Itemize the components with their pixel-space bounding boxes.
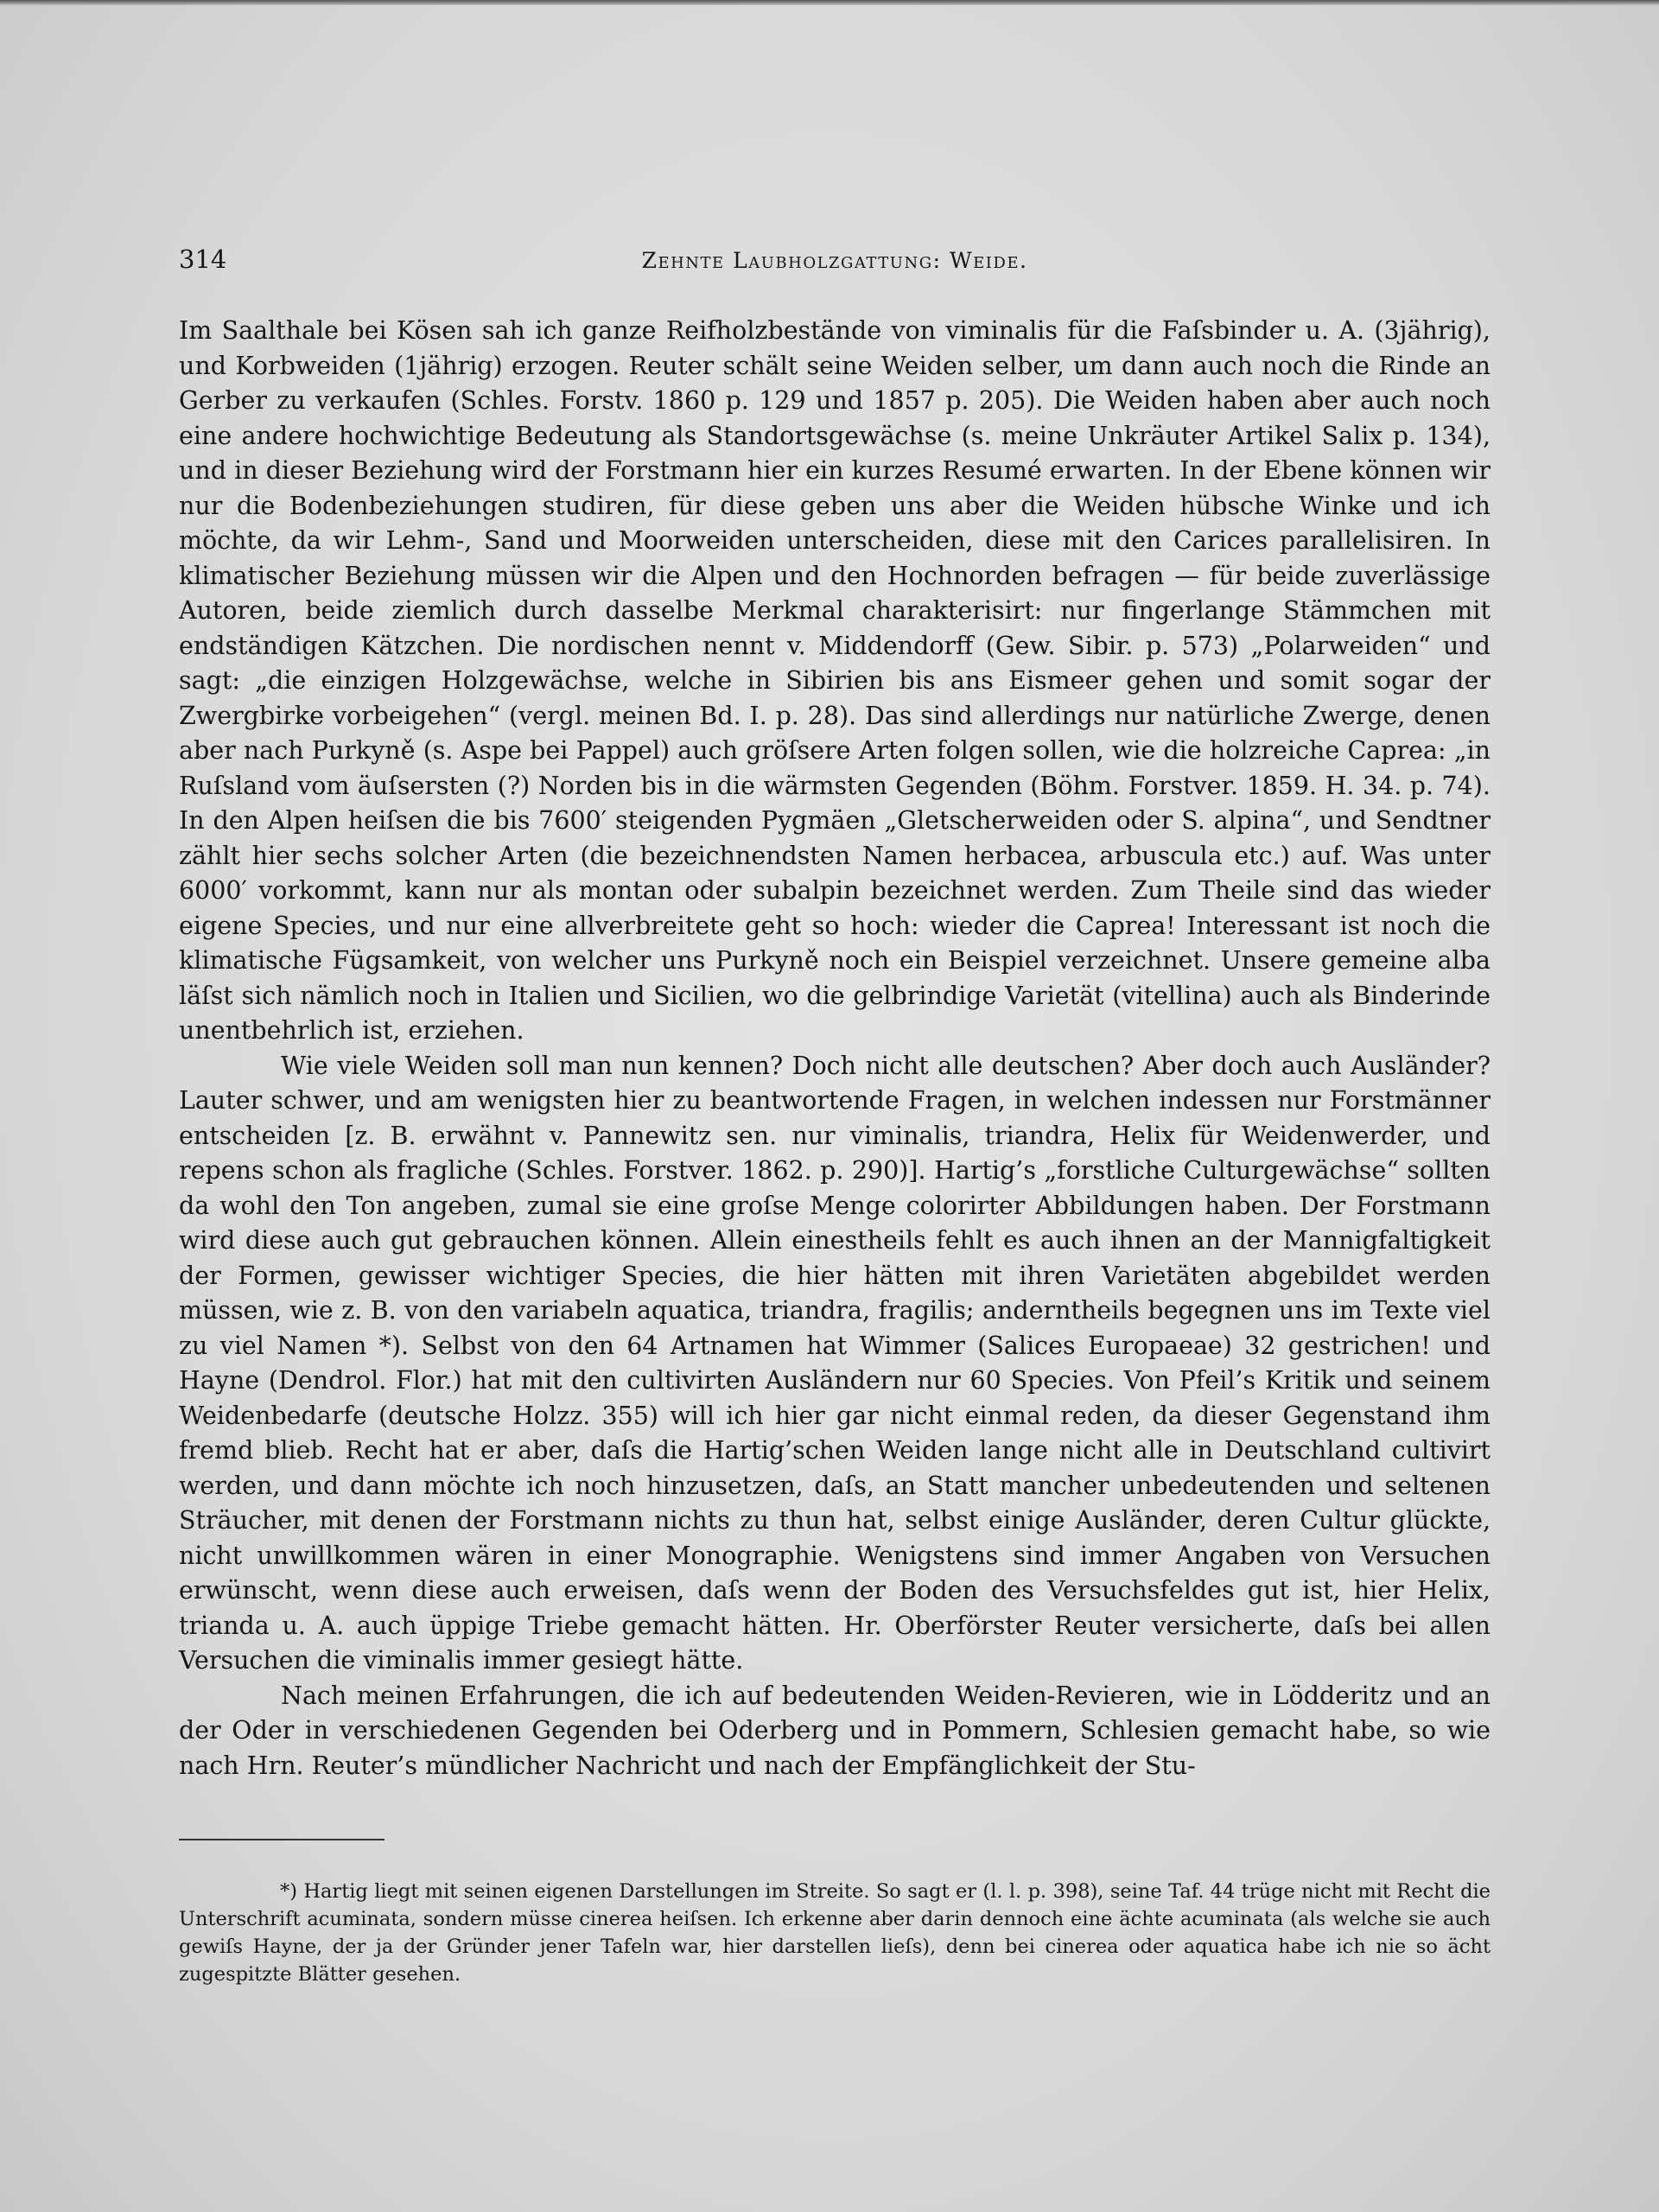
running-title: Zehnte Laubholzgattung: Weide. [641,248,1028,273]
page-header [179,245,1491,279]
page-number: 314 [179,245,227,274]
paragraph: Wie viele Weiden soll man nun kennen? Doch nicht alle deutschen? Aber doch auch Ausländer? Lauter schwer, und am wenigsten hier zu beantwortende Fragen, in welchen indessen nur Forstmänner entscheiden [z. B. erwähnt v. Pannewitz sen. nur viminalis, triandra, Helix für Weidenwerder, und repens schon als fragliche (Schles. Forstver. 1862. p. 290)]. Hartig’s „forstliche Culturgewächse“ sollten da wohl den Ton angeben, zumal sie eine groſse Menge colorirter Abbildungen haben. Der Forstmann wird diese auch gut gebrauchen können. Allein einestheils fehlt es auch ihnen an der Mannigfaltigkeit der Formen, gewisser wichtiger Species, die hier hätten mit ihren Varietäten abgebildet werden müssen, wie z. B. von den variabeln aquatica, triandra, fragilis; anderntheils begegnen uns im Texte viel zu viel Namen *). Selbst von den 64 Artnamen hat Wimmer (Salices Europaeae) 32 gestrichen! und Hayne (Dendrol. Flor.) hat mit den cultivirten Ausländern nur 60 Species. Von Pfeil’s Kritik und seinem Weidenbedarfe (deutsche Holzz. 355) will ich hier gar nicht einmal reden, da dieser Gegenstand ihm fremd blieb. Recht hat er aber, daſs die Hartig’schen Weiden lange nicht alle in Deutschland cultivirt werden, und dann möchte ich noch hinzusetzen, daſs, an Statt mancher unbedeutenden und seltenen Sträucher, mit denen der Forstmann nichts zu thun hat, selbst einige Ausländer, deren Cultur glückte, nicht unwillkommen wären in einer Monographie. Wenigstens sind immer Angaben von Versuchen erwünscht, wenn diese auch erweisen, daſs wenn der Boden des Versuchsfeldes gut ist, hier Helix, trianda u. A. auch üppige Triebe gemacht hätten. Hr. Oberförster Reuter versicherte, daſs bei allen Versuchen die viminalis immer gesiegt hätte. [179,1051,1491,1675]
paragraph: Im Saalthale bei Kösen sah ich ganze Reifholzbestände von viminalis für die Faſsbinder u. A. (3jährig), und Korbweiden (1jährig) erzogen. Reuter schält seine Weiden selber, um dann auch noch die Rinde an Gerber zu verkaufen (Schles. Forstv. 1860 p. 129 und 1857 p. 205). Die Weiden haben aber auch noch eine andere hochwichtige Bedeutung als Standortsgewächse (s. meine Unkräuter Artikel Salix p. 134), und in dieser Beziehung wird der Forstmann hier ein kurzes Resumé erwarten. In der Ebene können wir nur die Bodenbeziehungen studiren, für diese geben uns aber die Weiden hübsche Winke und ich möchte, da wir Lehm-, Sand und Moorweiden unterscheiden, diese mit den Carices parallelisiren. In klimatischer Beziehung müssen wir die Alpen und den Hochnorden befragen — für beide zuverlässige Autoren, beide ziemlich durch dasselbe Merkmal charakterisirt: nur fingerlange Stämmchen mit endständigen Kätzchen. Die nordischen nennt v. Middendorff (Gew. Sibir. p. 573) „Polarweiden“ und sagt: „die einzigen Holzgewächse, welche in Sibirien bis ans Eismeer gehen und somit sogar der Zwergbirke vorbeigehen“ (vergl. meinen Bd. I. p. 28). Das sind allerdings nur natürliche Zwerge, denen aber nach Purkyně (s. Aspe bei Pappel) auch gröſsere Arten folgen sollen, wie die holzreiche Caprea: „in Ruſsland vom äuſsersten (?) Norden bis in die wärmsten Gegenden (Böhm. Forstver. 1859. H. 34. p. 74). In den Alpen heiſsen die bis 7600′ steigenden Pygmäen „Gletscherweiden oder S. alpina“, und Sendtner zählt hier sechs solcher Arten (die bezeichnendsten Namen herbacea, arbuscula etc.) auf. Was unter 6000′ vorkommt, kann nur als montan oder subalpin bezeichnet werden. Zum Theile sind das wieder eigene Species, und nur eine allverbreitete geht so hoch: wieder die Caprea! Interessant ist noch die klimatische Fügsamkeit, von welcher uns Purkyně noch ein Beispiel verzeichnet. Unsere gemeine alba läſst sich nämlich noch in Italien und Sicilien, wo die gelbrindige Varietät (vitellina) auch als Binderinde unentbehrlich ist, erziehen. [179,316,1491,1045]
body-text [179,314,1491,1783]
page-edge-shadow [0,0,1659,5]
footnote [179,1878,1491,1988]
footnote-divider [179,1839,385,1840]
footnote-text: *) Hartig liegt mit seinen eigenen Darstellungen im Streite. So sagt er (l. l. p. 398), seine Taf. 44 trüge nicht mit Recht die Unterschrift acuminata, sondern müsse cinerea heiſsen. Ich erkenne aber darin dennoch eine ächte acuminata (als welche sie auch gewiſs Hayne, der ja der Gründer jener Tafeln war, hier darstellen lieſs), denn bei cinerea oder aquatica habe ich nie so ächt zugespitzte Blätter gesehen. [179,1880,1491,1986]
paragraph: Nach meinen Erfahrungen, die ich auf bedeutenden Weiden-Revieren, wie in Lödderitz und an der Oder in verschiedenen Gegenden bei Oderberg und in Pommern, Schlesien gemacht habe, so wie nach Hrn. Reuter’s mündlicher Nachricht und nach der Empfänglichkeit der Stu- [179,1681,1491,1780]
